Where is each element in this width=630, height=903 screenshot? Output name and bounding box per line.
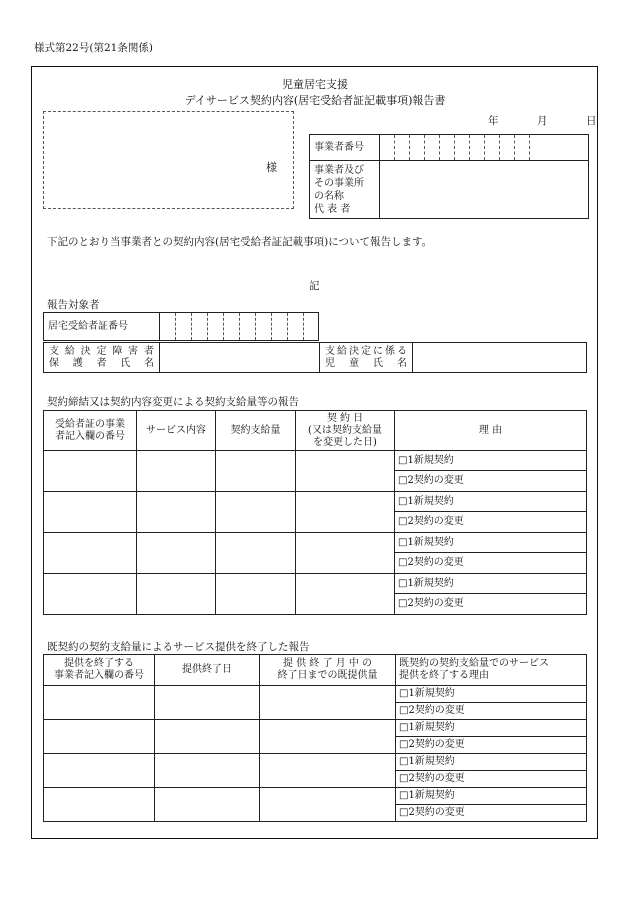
operator-digit-cell[interactable] xyxy=(500,135,515,161)
guardian-name-field[interactable] xyxy=(160,343,320,373)
operator-number-label: 事業者番号 xyxy=(310,135,380,161)
contract-amount-field[interactable] xyxy=(216,533,296,574)
contract-amount-field[interactable] xyxy=(216,574,296,615)
cert-digit-cell[interactable] xyxy=(288,313,304,341)
contract-service-field[interactable] xyxy=(137,451,216,492)
contract-entry-no-field[interactable] xyxy=(44,574,137,615)
guardian-label-line: 支給決定障害者 xyxy=(49,345,154,357)
contract-header-date xyxy=(296,411,395,451)
date-day-label: 日 xyxy=(586,115,597,127)
end-entry-no-field[interactable] xyxy=(44,720,155,754)
end-header-provided xyxy=(260,655,396,686)
end-header-line: 事業者記入欄の番号 xyxy=(54,670,144,681)
child-label xyxy=(320,343,413,373)
end-header-reason xyxy=(396,655,587,686)
change-contract-option[interactable]: □2契約の変更 xyxy=(396,703,587,720)
table-row xyxy=(44,686,587,703)
new-contract-option[interactable]: □1新規契約 xyxy=(395,492,587,512)
end-date-field[interactable] xyxy=(155,720,260,754)
report-sentence: 下記のとおり当事業者との契約内容(居宅受給者証記載事項)について報告します。 xyxy=(47,236,433,248)
end-provided-field[interactable] xyxy=(260,788,396,822)
change-contract-option[interactable]: □2契約の変更 xyxy=(396,805,587,822)
end-date-field[interactable] xyxy=(155,754,260,788)
end-entry-no-field[interactable] xyxy=(44,686,155,720)
new-contract-option[interactable]: □1新規契約 xyxy=(396,686,587,703)
operator-digit-cell[interactable] xyxy=(515,135,530,161)
operator-digit-cell[interactable] xyxy=(440,135,455,161)
contract-date-field[interactable] xyxy=(296,533,395,574)
end-header-line: 既契約の契約支給量でのサービス xyxy=(399,658,549,669)
contract-header-reason: 理 由 xyxy=(395,411,587,451)
operator-digit-cell[interactable] xyxy=(380,135,395,161)
child-name-field[interactable] xyxy=(413,343,587,373)
contract-date-field[interactable] xyxy=(296,574,395,615)
end-header-line: 終了日までの既提供量 xyxy=(277,670,378,681)
operator-digit-cell[interactable] xyxy=(470,135,485,161)
new-contract-option[interactable]: □1新規契約 xyxy=(396,754,587,771)
form-number: 様式第22号(第21条関係) xyxy=(34,42,153,54)
cert-digit-cell[interactable] xyxy=(240,313,256,341)
contract-entry-no-field[interactable] xyxy=(44,451,137,492)
table-row xyxy=(44,533,587,553)
operator-table xyxy=(309,134,589,219)
child-label-line: 児 童 氏 名 xyxy=(325,357,407,369)
table-row xyxy=(44,492,587,512)
cert-digit-cell[interactable] xyxy=(192,313,208,341)
cert-digit-cell[interactable] xyxy=(272,313,288,341)
title-line-2: デイサービス契約内容(居宅受給者証記載事項)報告書 xyxy=(184,94,446,107)
end-header-entry-no xyxy=(44,655,155,686)
cert-digit-cell[interactable] xyxy=(224,313,240,341)
end-provided-field[interactable] xyxy=(260,754,396,788)
guardian-child-table xyxy=(43,342,587,373)
contract-header-line: 契 約 日 xyxy=(326,412,364,424)
title-line-1: 児童居宅支援 xyxy=(282,78,348,91)
guardian-label xyxy=(44,343,160,373)
operator-digit-cell[interactable] xyxy=(395,135,410,161)
end-service-table xyxy=(43,654,587,822)
end-provided-field[interactable] xyxy=(260,720,396,754)
child-label-line: 支給決定に係る xyxy=(325,345,407,357)
guardian-label-line: 保 護 者 氏 名 xyxy=(49,357,154,369)
operator-digit-tail xyxy=(530,135,589,161)
contract-header-amount: 契約支給量 xyxy=(216,411,296,451)
operator-name-label-line: 代 表 者 xyxy=(314,203,351,215)
contract-header-service: サービス内容 xyxy=(137,411,216,451)
new-contract-option[interactable]: □1新規契約 xyxy=(395,533,587,553)
new-contract-option[interactable]: □1新規契約 xyxy=(395,451,587,471)
contract-service-field[interactable] xyxy=(137,492,216,533)
operator-digit-cell[interactable] xyxy=(455,135,470,161)
operator-name-field[interactable] xyxy=(380,161,589,219)
target-section-label: 報告対象者 xyxy=(47,299,100,311)
end-date-field[interactable] xyxy=(155,686,260,720)
date-year-label: 年 xyxy=(488,115,499,127)
contract-header-line: 者記入欄の番号 xyxy=(55,430,125,442)
new-contract-option[interactable]: □1新規契約 xyxy=(396,720,587,737)
change-contract-option[interactable]: □2契約の変更 xyxy=(395,471,587,492)
contract-entry-no-field[interactable] xyxy=(44,492,137,533)
change-contract-option[interactable]: □2契約の変更 xyxy=(395,594,587,615)
table-row xyxy=(44,754,587,771)
contract-date-field[interactable] xyxy=(296,451,395,492)
contract-entry-no-field[interactable] xyxy=(44,533,137,574)
end-entry-no-field[interactable] xyxy=(44,788,155,822)
cert-digit-cell[interactable] xyxy=(208,313,224,341)
contract-header-line: (又は契約支給量 xyxy=(308,424,382,436)
end-header-line: 提供を終了する xyxy=(64,658,134,669)
contract-table xyxy=(43,410,587,615)
cert-digit-cell[interactable] xyxy=(160,313,176,341)
table-row xyxy=(44,720,587,737)
operator-name-label xyxy=(310,161,380,219)
operator-digit-cell[interactable] xyxy=(410,135,425,161)
cert-digit-cell[interactable] xyxy=(256,313,272,341)
new-contract-option[interactable]: □1新規契約 xyxy=(395,574,587,594)
change-contract-option[interactable]: □2契約の変更 xyxy=(396,771,587,788)
contract-amount-field[interactable] xyxy=(216,492,296,533)
change-contract-option[interactable]: □2契約の変更 xyxy=(396,737,587,754)
addressee-box[interactable] xyxy=(43,111,294,209)
contract-header-entry-no xyxy=(44,411,137,451)
date-month-label: 月 xyxy=(537,115,548,127)
cert-number-label: 居宅受給者証番号 xyxy=(44,313,160,341)
contract-service-field[interactable] xyxy=(137,533,216,574)
contract-section-label: 契約締結又は契約内容変更による契約支給量等の報告 xyxy=(47,396,299,408)
new-contract-option[interactable]: □1新規契約 xyxy=(396,788,587,805)
end-provided-field[interactable] xyxy=(260,686,396,720)
contract-service-field[interactable] xyxy=(137,574,216,615)
operator-name-label-line: その事業所 xyxy=(314,177,364,189)
cert-digit-cell[interactable] xyxy=(176,313,192,341)
contract-date-field[interactable] xyxy=(296,492,395,533)
operator-digit-cell[interactable] xyxy=(485,135,500,161)
end-header-line: 提供を終了する理由 xyxy=(399,670,489,681)
cert-digit-cell[interactable] xyxy=(304,313,319,341)
operator-name-label-line: の名称 xyxy=(314,190,344,202)
table-row xyxy=(44,788,587,805)
operator-digit-cell[interactable] xyxy=(425,135,440,161)
end-entry-no-field[interactable] xyxy=(44,754,155,788)
end-section-label: 既契約の契約支給量によるサービス提供を終了した報告 xyxy=(47,641,310,653)
contract-amount-field[interactable] xyxy=(216,451,296,492)
end-header-line: 提 供 終 了 月 中 の xyxy=(282,658,373,669)
contract-header-line: を変更した日) xyxy=(313,436,377,448)
addressee-suffix: 様 xyxy=(266,161,277,174)
ki-heading: 記 xyxy=(309,280,320,292)
table-row xyxy=(44,451,587,471)
end-header-end-date: 提供終了日 xyxy=(155,655,260,686)
change-contract-option[interactable]: □2契約の変更 xyxy=(395,553,587,574)
cert-number-table xyxy=(43,312,319,341)
operator-name-label-line: 事業者及び xyxy=(314,164,364,176)
end-date-field[interactable] xyxy=(155,788,260,822)
contract-header-line: 受給者証の事業 xyxy=(55,418,125,430)
table-row xyxy=(44,574,587,594)
change-contract-option[interactable]: □2契約の変更 xyxy=(395,512,587,533)
